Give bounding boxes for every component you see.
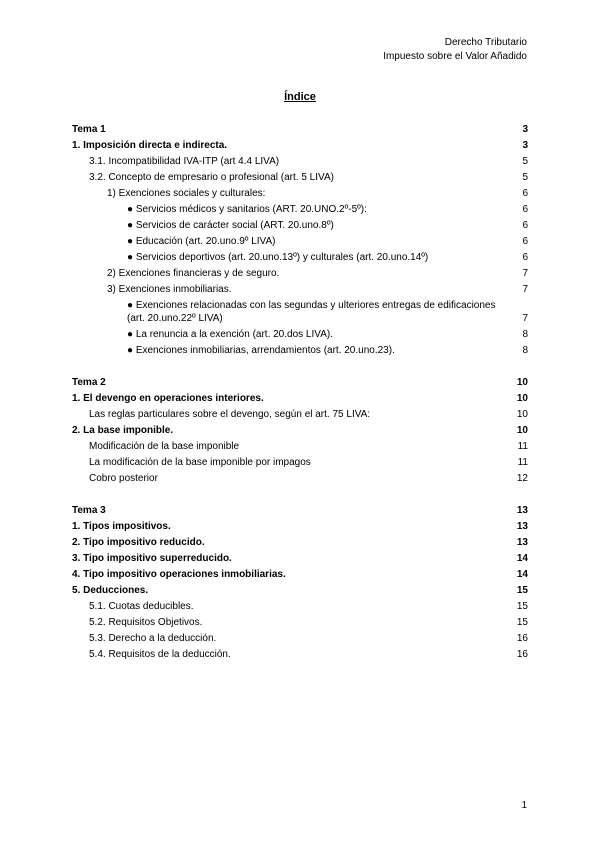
header-subject: Derecho Tributario: [444, 37, 527, 48]
toc-entry[interactable]: [72, 219, 528, 232]
toc-entry-text: ● Servicios médicos y sanitarios (ART. 20.UNO.2º-5º):: [127, 204, 367, 215]
toc-entry[interactable]: [72, 520, 528, 533]
toc-entry[interactable]: [72, 283, 528, 296]
toc-entry-text: 3.2. Concepto de empresario o profesional (art. 5 LIVA): [89, 172, 334, 183]
toc-entry[interactable]: [72, 187, 528, 200]
toc-entry-page: 7: [522, 313, 528, 324]
toc-entry[interactable]: [72, 648, 528, 661]
toc-entry-text: Tema 2: [72, 377, 106, 388]
toc-entry[interactable]: [72, 392, 528, 405]
toc-entry[interactable]: [72, 472, 528, 485]
page-header: [383, 36, 527, 64]
toc-entry[interactable]: [72, 600, 528, 613]
toc-entry-text: 5.2. Requisitos Objetivos.: [89, 617, 203, 628]
page-number: 1: [521, 800, 527, 811]
toc-entry-text: ● Exenciones inmobiliarias, arrendamientos (art. 20.uno.23).: [127, 345, 395, 356]
toc-entry[interactable]: [72, 536, 528, 549]
section-gap: [72, 488, 528, 504]
toc-entry-text: ● Exenciones relacionadas con las segundas y ulteriores entregas de edificaciones (art. 20.uno.22º LIVA): [127, 300, 496, 324]
toc-entry[interactable]: [72, 584, 528, 597]
toc-entry-page: 6: [522, 220, 528, 231]
page-title: Índice: [284, 91, 316, 103]
toc-entry[interactable]: [72, 251, 528, 264]
toc-entry[interactable]: [72, 171, 528, 184]
toc-entry-text: 4. Tipo impositivo operaciones inmobiliarias.: [72, 569, 286, 580]
toc-entry[interactable]: [72, 344, 528, 357]
toc-entry-text: La modificación de la base imponible por impagos: [89, 457, 311, 468]
toc-entry[interactable]: [72, 408, 528, 421]
toc-entry[interactable]: [72, 123, 528, 136]
toc-entry[interactable]: [72, 235, 528, 248]
toc-entry-text: ● Educación (art. 20.uno.9º LIVA): [127, 236, 276, 247]
toc-entry-page: 5: [522, 172, 528, 183]
toc-entry-page: 7: [522, 284, 528, 295]
toc-entry[interactable]: [72, 440, 528, 453]
toc-entry-text: 1. El devengo en operaciones interiores.: [72, 393, 264, 404]
toc-entry-page: 15: [516, 585, 528, 596]
toc-entry-text: 5.1. Cuotas deducibles.: [89, 601, 194, 612]
toc-entry-page: 6: [522, 204, 528, 215]
toc-entry[interactable]: [72, 424, 528, 437]
toc-entry[interactable]: [72, 155, 528, 168]
toc-entry[interactable]: [72, 616, 528, 629]
section-gap: [72, 360, 528, 376]
toc-entry-page: 6: [522, 236, 528, 247]
toc-entry-page: 10: [516, 409, 528, 420]
toc-entry-page: 6: [522, 252, 528, 263]
header-topic: Impuesto sobre el Valor Añadido: [383, 51, 527, 62]
toc-entry-page: 13: [516, 537, 528, 548]
toc-entry-page: 16: [516, 649, 528, 660]
toc-entry-text: Las reglas particulares sobre el devengo, según el art. 75 LIVA:: [89, 409, 371, 420]
toc-entry-page: 10: [516, 377, 528, 388]
toc-entry-text: ● Servicios deportivos (art. 20.uno.13º) y culturales (art. 20.uno.14º): [127, 252, 429, 263]
toc-entry-page: 11: [517, 441, 528, 452]
toc-entry-page: 16: [516, 633, 528, 644]
toc-entry-text: ● Servicios de carácter social (ART. 20.uno.8º): [127, 220, 334, 231]
toc-entry[interactable]: [72, 299, 528, 325]
toc-entry-page: 14: [516, 569, 528, 580]
toc-entry-page: 8: [522, 345, 528, 356]
toc-entry-page: 3: [522, 124, 528, 135]
toc-entry-page: 10: [516, 393, 528, 404]
toc-entry-page: 10: [516, 425, 528, 436]
toc-entry-text: 3) Exenciones inmobiliarias.: [107, 284, 232, 295]
toc-entry[interactable]: [72, 504, 528, 517]
toc-entry-text: Cobro posterior: [89, 473, 158, 484]
toc-entry-text: 5.3. Derecho a la deducción.: [89, 633, 217, 644]
toc-entry-page: 15: [516, 617, 528, 628]
toc-entry-page: 14: [516, 553, 528, 564]
toc-entry[interactable]: [72, 267, 528, 280]
toc-entry-text: 3.1. Incompatibilidad IVA-ITP (art 4.4 LIVA): [89, 156, 280, 167]
toc-entry-text: ● La renuncia a la exención (art. 20.dos LIVA).: [127, 329, 333, 340]
toc-entry-text: 1. Tipos impositivos.: [72, 521, 171, 532]
toc-entry-text: 1. Imposición directa e indirecta.: [72, 140, 228, 151]
toc-entry-page: 13: [516, 521, 528, 532]
toc-entry-text: 2) Exenciones financieras y de seguro.: [107, 268, 280, 279]
toc-entry[interactable]: [72, 203, 528, 216]
toc-entry[interactable]: [72, 632, 528, 645]
toc-entry-text: Tema 1: [72, 124, 106, 135]
toc-entry[interactable]: [72, 328, 528, 341]
toc-entry-text: 2. Tipo impositivo reducido.: [72, 537, 205, 548]
toc-entry-page: 12: [516, 473, 528, 484]
toc-entry-text: 3. Tipo impositivo superreducido.: [72, 553, 232, 564]
toc-entry-text: 5. Deducciones.: [72, 585, 149, 596]
toc-entry[interactable]: [72, 376, 528, 389]
toc-entry-page: 8: [522, 329, 528, 340]
toc-entry-page: 13: [516, 505, 528, 516]
toc-entry-text: Tema 3: [72, 505, 106, 516]
table-of-contents: [72, 123, 528, 664]
toc-entry[interactable]: [72, 456, 528, 469]
toc-entry-text: 5.4. Requisitos de la deducción.: [89, 649, 231, 660]
toc-entry-text: 2. La base imponible.: [72, 425, 174, 436]
toc-entry-page: 15: [516, 601, 528, 612]
toc-entry-text: 1) Exenciones sociales y culturales:: [107, 188, 266, 199]
toc-entry-text: Modificación de la base imponible: [89, 441, 240, 452]
toc-entry[interactable]: [72, 568, 528, 581]
toc-entry-page: 3: [522, 140, 528, 151]
toc-entry[interactable]: [72, 552, 528, 565]
toc-entry[interactable]: [72, 139, 528, 152]
toc-entry-page: 11: [517, 457, 528, 468]
toc-entry-page: 6: [522, 188, 528, 199]
toc-entry-page: 7: [522, 268, 528, 279]
toc-entry-page: 5: [522, 156, 528, 167]
